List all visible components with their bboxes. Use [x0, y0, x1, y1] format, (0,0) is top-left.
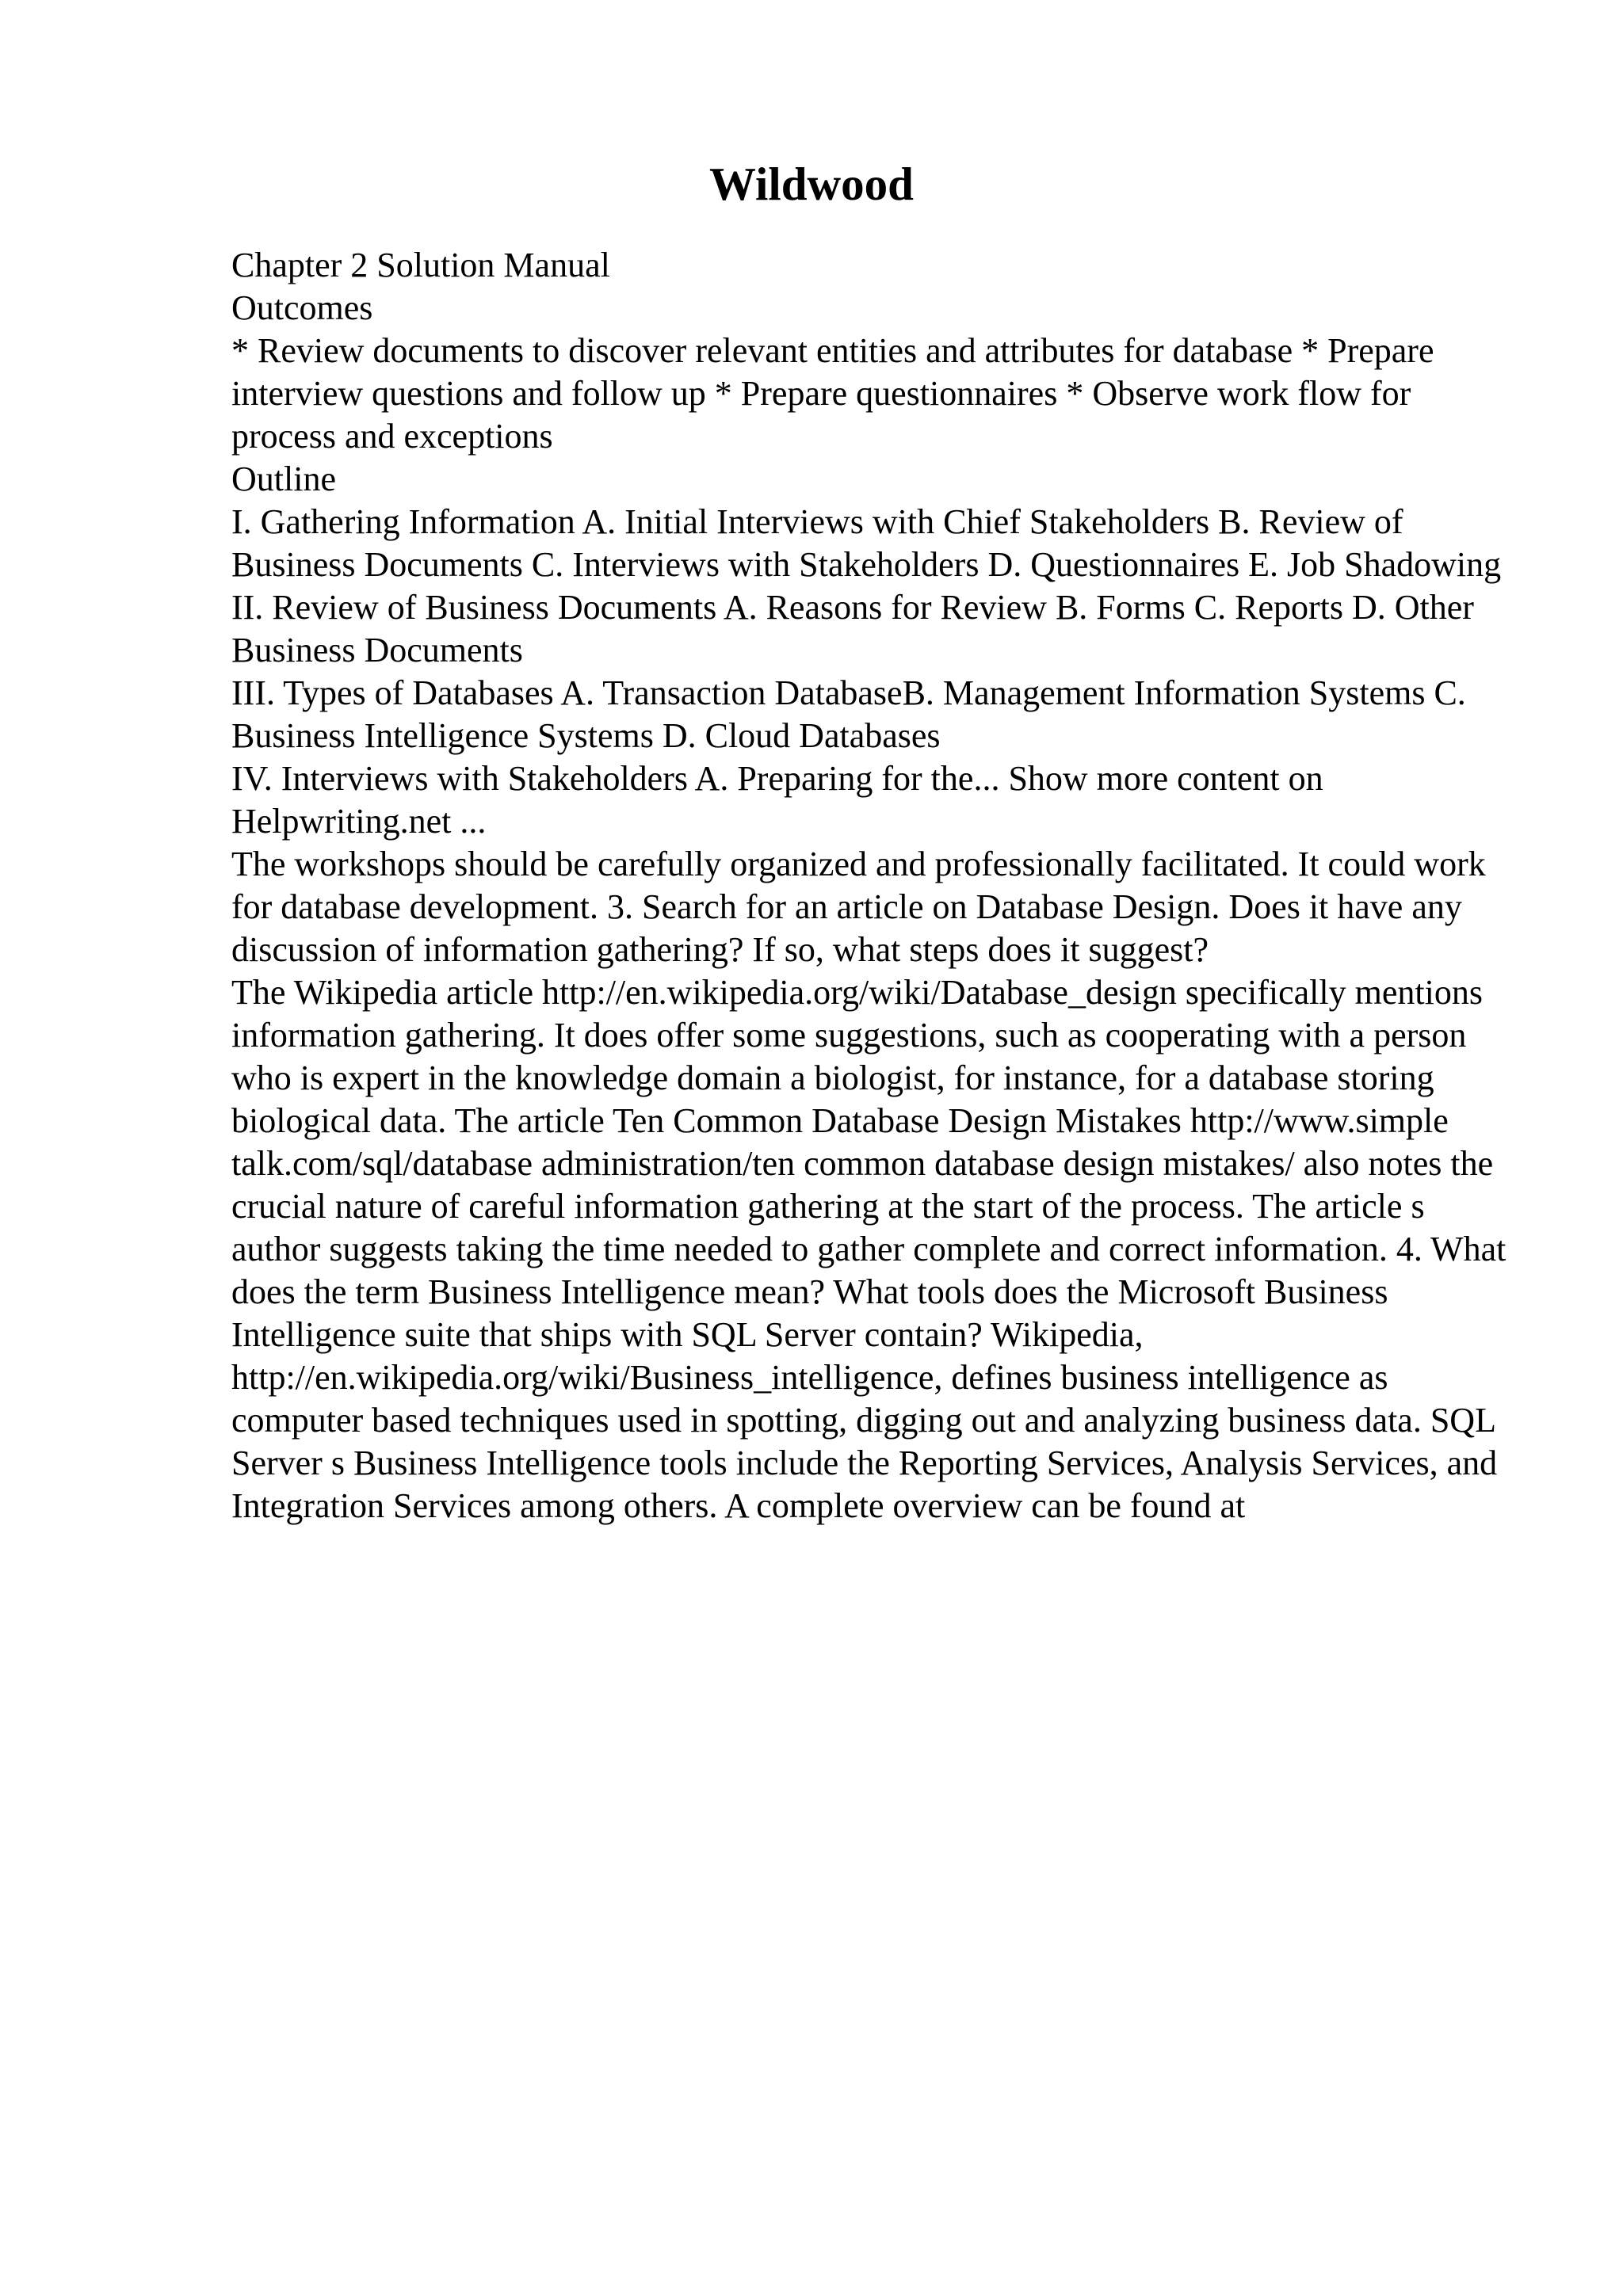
outline-item-3: III. Types of Databases A. Transaction DatabaseB. Management Information Systems C. Business Intelligence Systems D. Cloud Databases: [231, 673, 1466, 755]
outline-item-4: IV. Interviews with Stakeholders A. Preparing for the... Show more content on Helpwriting.net ...: [231, 759, 1323, 841]
document-title: Wildwood: [709, 158, 914, 210]
outcomes-heading: Outcomes: [231, 288, 373, 327]
body-paragraph-workshops: The workshops should be carefully organized and professionally facilitated. It could work for database development. 3. Search for an article on Database Design. Does it have any discussion of information gathering? If so, what steps does it suggest?: [231, 845, 1486, 969]
outline-item-2: II. Review of Business Documents A. Reasons for Review B. Forms C. Reports D. Other Business Documents: [231, 588, 1474, 669]
document-body: [231, 244, 1515, 1527]
outline-item-1: I. Gathering Information A. Initial Interviews with Chief Stakeholders B. Review of Business Documents C. Interviews with Stakeholders D. Questionnaires E. Job Shadowing: [231, 502, 1502, 584]
outline-heading: Outline: [231, 460, 336, 498]
outcomes-text: * Review documents to discover relevant entities and attributes for database * Prepare interview questions and follow up * Prepare questionnaires * Observe work flow for process and exceptions: [231, 331, 1434, 456]
body-paragraph-wikipedia: The Wikipedia article http://en.wikipedia.org/wiki/Database_design specifically mentions information gathering. It does offer some suggestions, such as cooperating with a person who is expert in the knowledge domain a biologist, for instance, for a database storing biological data. The article Ten Common Database Design Mistakes http://www.simple talk.com/sql/database administration/ten common database design mistakes/ also notes the crucial nature of careful information gathering at the start of the process. The article s author suggests taking the time needed to gather complete and correct information. 4. What does the term Business Intelligence mean? What tools does the Microsoft Business Intelligence suite that ships with SQL Server contain? Wikipedia, http://en.wikipedia.org/wiki/Business_intelligence, defines business intelligence as computer based techniques used in spotting, digging out and analyzing business data. SQL Server s Business Intelligence tools include the Reporting Services, Analysis Services, and Integration Services among others. A complete overview can be found at: [231, 973, 1507, 1525]
chapter-heading: Chapter 2 Solution Manual: [231, 246, 610, 284]
